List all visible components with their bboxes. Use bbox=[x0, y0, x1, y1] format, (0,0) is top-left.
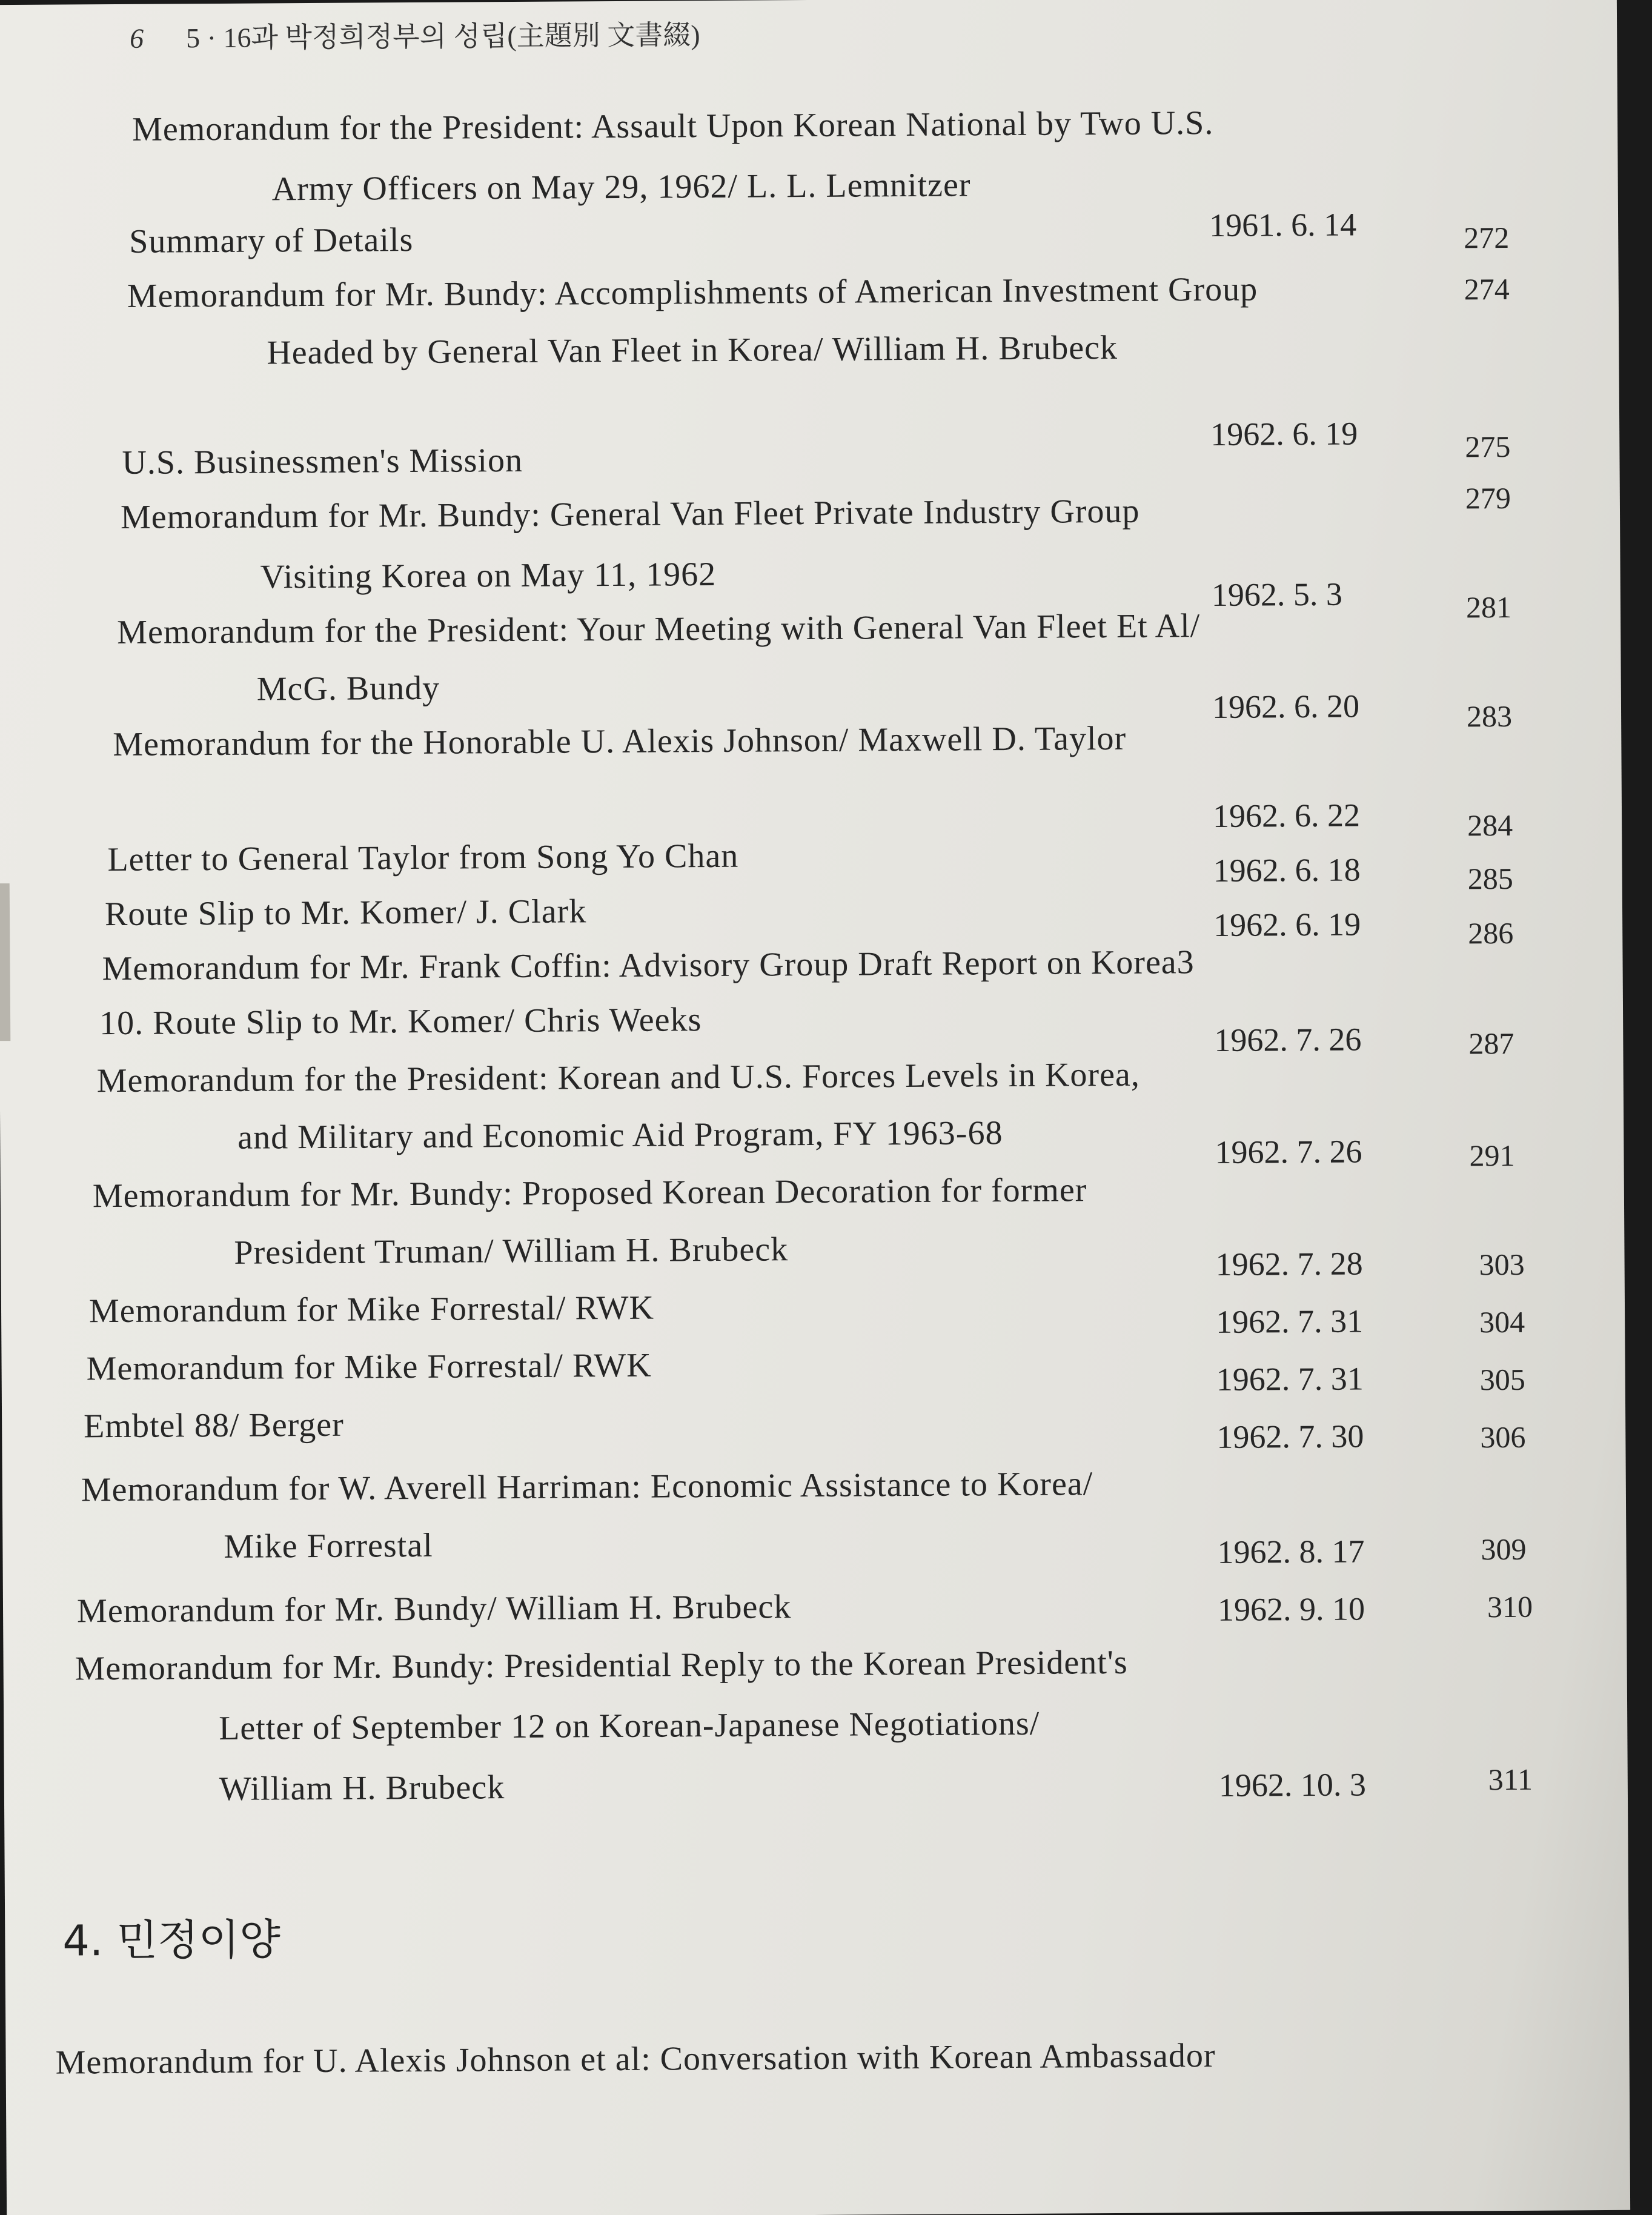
toc-entry-page: 283 bbox=[1466, 699, 1513, 734]
toc-entry-date: 1962. 6. 20 bbox=[1212, 688, 1360, 725]
toc-entry-date: 1962. 7. 28 bbox=[1215, 1245, 1363, 1283]
toc-entry-date: 1962. 7. 31 bbox=[1216, 1360, 1364, 1398]
toc-entry-date: 1962. 6. 22 bbox=[1212, 797, 1361, 834]
toc-entry-page: 310 bbox=[1487, 1589, 1533, 1624]
toc-entry-page: 281 bbox=[1465, 589, 1512, 625]
toc-entry-date: 1962. 8. 17 bbox=[1217, 1533, 1365, 1570]
page-folio: 6 bbox=[130, 22, 144, 54]
toc-entry-date: 1961. 6. 14 bbox=[1209, 206, 1357, 244]
toc-entry-continuation: and Military and Economic Aid Program, FY 1963-68 bbox=[237, 1114, 1003, 1157]
toc-entry-date: 1962. 6. 19 bbox=[1210, 415, 1358, 453]
toc-entry-continuation: Visiting Korea on May 11, 1962 bbox=[260, 555, 717, 596]
toc-entry-title: Memorandum for Mr. Bundy: General Van Fleet Private Industry Group bbox=[120, 492, 1140, 536]
toc-entry-continuation: William H. Brubeck bbox=[219, 1768, 505, 1808]
toc-entry-page: 285 bbox=[1467, 861, 1513, 896]
page-edge-shadow bbox=[0, 883, 10, 1041]
running-head bbox=[130, 13, 700, 56]
toc-entry-title: Memorandum for Mr. Bundy: Proposed Korean Decoration for former bbox=[92, 1171, 1087, 1215]
toc-entry-continuation: Headed by General Van Fleet in Korea/ William H. Brubeck bbox=[267, 328, 1118, 372]
toc-entry-title: U.S. Businessmen's Mission bbox=[122, 441, 523, 482]
toc-entry-title: Letter to General Taylor from Song Yo Chan bbox=[107, 837, 739, 879]
toc-entry-page: 309 bbox=[1481, 1532, 1527, 1567]
toc-entry-date: 1962. 10. 3 bbox=[1218, 1766, 1367, 1804]
toc-entry-date: 1962. 5. 3 bbox=[1211, 576, 1343, 613]
toc-entry-page: 274 bbox=[1464, 271, 1510, 307]
toc-entry-page: 272 bbox=[1464, 220, 1510, 255]
toc-entry-title: Route Slip to Mr. Komer/ J. Clark bbox=[104, 892, 587, 934]
toc-entry-page: 291 bbox=[1469, 1138, 1515, 1173]
toc-entry-date: 1962. 7. 31 bbox=[1215, 1303, 1364, 1340]
toc-entry-title: 10. Route Slip to Mr. Komer/ Chris Weeks bbox=[99, 1001, 702, 1043]
toc-entry-title: Memorandum for Mr. Bundy: Accomplishments of American Investment Group bbox=[127, 270, 1258, 315]
toc-entry-date: 1962. 7. 30 bbox=[1216, 1418, 1364, 1455]
toc-entry-title: Memorandum for Mike Forrestal/ RWK bbox=[86, 1346, 652, 1388]
toc-entry-continuation: McG. Bundy bbox=[256, 669, 440, 708]
toc-entry-title: Memorandum for Mr. Frank Coffin: Advisory Group Draft Report on Korea3 bbox=[102, 943, 1195, 988]
toc-entry-title: Memorandum for Mr. Bundy: Presidential Reply to the Korean President's bbox=[75, 1643, 1128, 1688]
section-heading: 4. 민정이양 bbox=[62, 1914, 281, 1966]
toc-entry-title: Memorandum for W. Averell Harriman: Economic Assistance to Korea/ bbox=[81, 1465, 1093, 1509]
toc-entry-page: 275 bbox=[1465, 429, 1511, 464]
toc-entry-date: 1962. 6. 19 bbox=[1213, 906, 1361, 943]
toc-entry-title: Summary of Details bbox=[129, 221, 414, 261]
toc-entry-page: 287 bbox=[1468, 1026, 1514, 1061]
toc-entry-page: 306 bbox=[1480, 1420, 1526, 1455]
toc-entry-date: 1962. 6. 18 bbox=[1213, 851, 1361, 889]
toc-entry-continuation: Army Officers on May 29, 1962/ L. L. Lemnitzer bbox=[271, 166, 971, 208]
toc-entry-date: 1962. 7. 26 bbox=[1215, 1133, 1362, 1171]
toc-entry-page: 284 bbox=[1467, 808, 1513, 843]
toc-entry-page: 279 bbox=[1465, 480, 1511, 516]
toc-entry-continuation: Letter of September 12 on Korean-Japanese Negotiations/ bbox=[219, 1704, 1040, 1747]
toc-entry-date: 1962. 9. 10 bbox=[1217, 1590, 1365, 1628]
toc-entry-title: Memorandum for the President: Assault Upon Korean National by Two U.S. bbox=[131, 104, 1214, 148]
toc-entry-page: 303 bbox=[1479, 1247, 1525, 1282]
toc-entry-title: Memorandum for Mike Forrestal/ RWK bbox=[88, 1289, 655, 1330]
toc-entry-page: 311 bbox=[1488, 1762, 1533, 1797]
toc-entry-title: Memorandum for U. Alexis Johnson et al: Conversation with Korean Ambassador bbox=[55, 2036, 1216, 2082]
running-head-title: 5 · 16과 박정희정부의 성립(主題別 文書綴) bbox=[186, 19, 700, 54]
toc-entry-title: Embtel 88/ Berger bbox=[84, 1406, 345, 1446]
toc-entry-continuation: President Truman/ William H. Brubeck bbox=[234, 1230, 789, 1272]
toc-entry-title: Memorandum for the Honorable U. Alexis Johnson/ Maxwell D. Taylor bbox=[113, 719, 1127, 764]
toc-entry-title: Memorandum for the President: Korean and U.S. Forces Levels in Korea, bbox=[96, 1055, 1140, 1100]
toc-entry-date: 1962. 7. 26 bbox=[1214, 1021, 1362, 1058]
toc-entry-page: 305 bbox=[1479, 1362, 1525, 1397]
toc-entry-title: Memorandum for Mr. Bundy/ William H. Brubeck bbox=[76, 1588, 792, 1630]
toc-entry-page: 286 bbox=[1468, 915, 1514, 951]
toc-entry-continuation: Mike Forrestal bbox=[224, 1526, 433, 1566]
toc-entry-title: Memorandum for the President: Your Meeting with General Van Fleet Et Al/ bbox=[117, 607, 1201, 651]
toc-entry-page: 304 bbox=[1479, 1304, 1525, 1340]
